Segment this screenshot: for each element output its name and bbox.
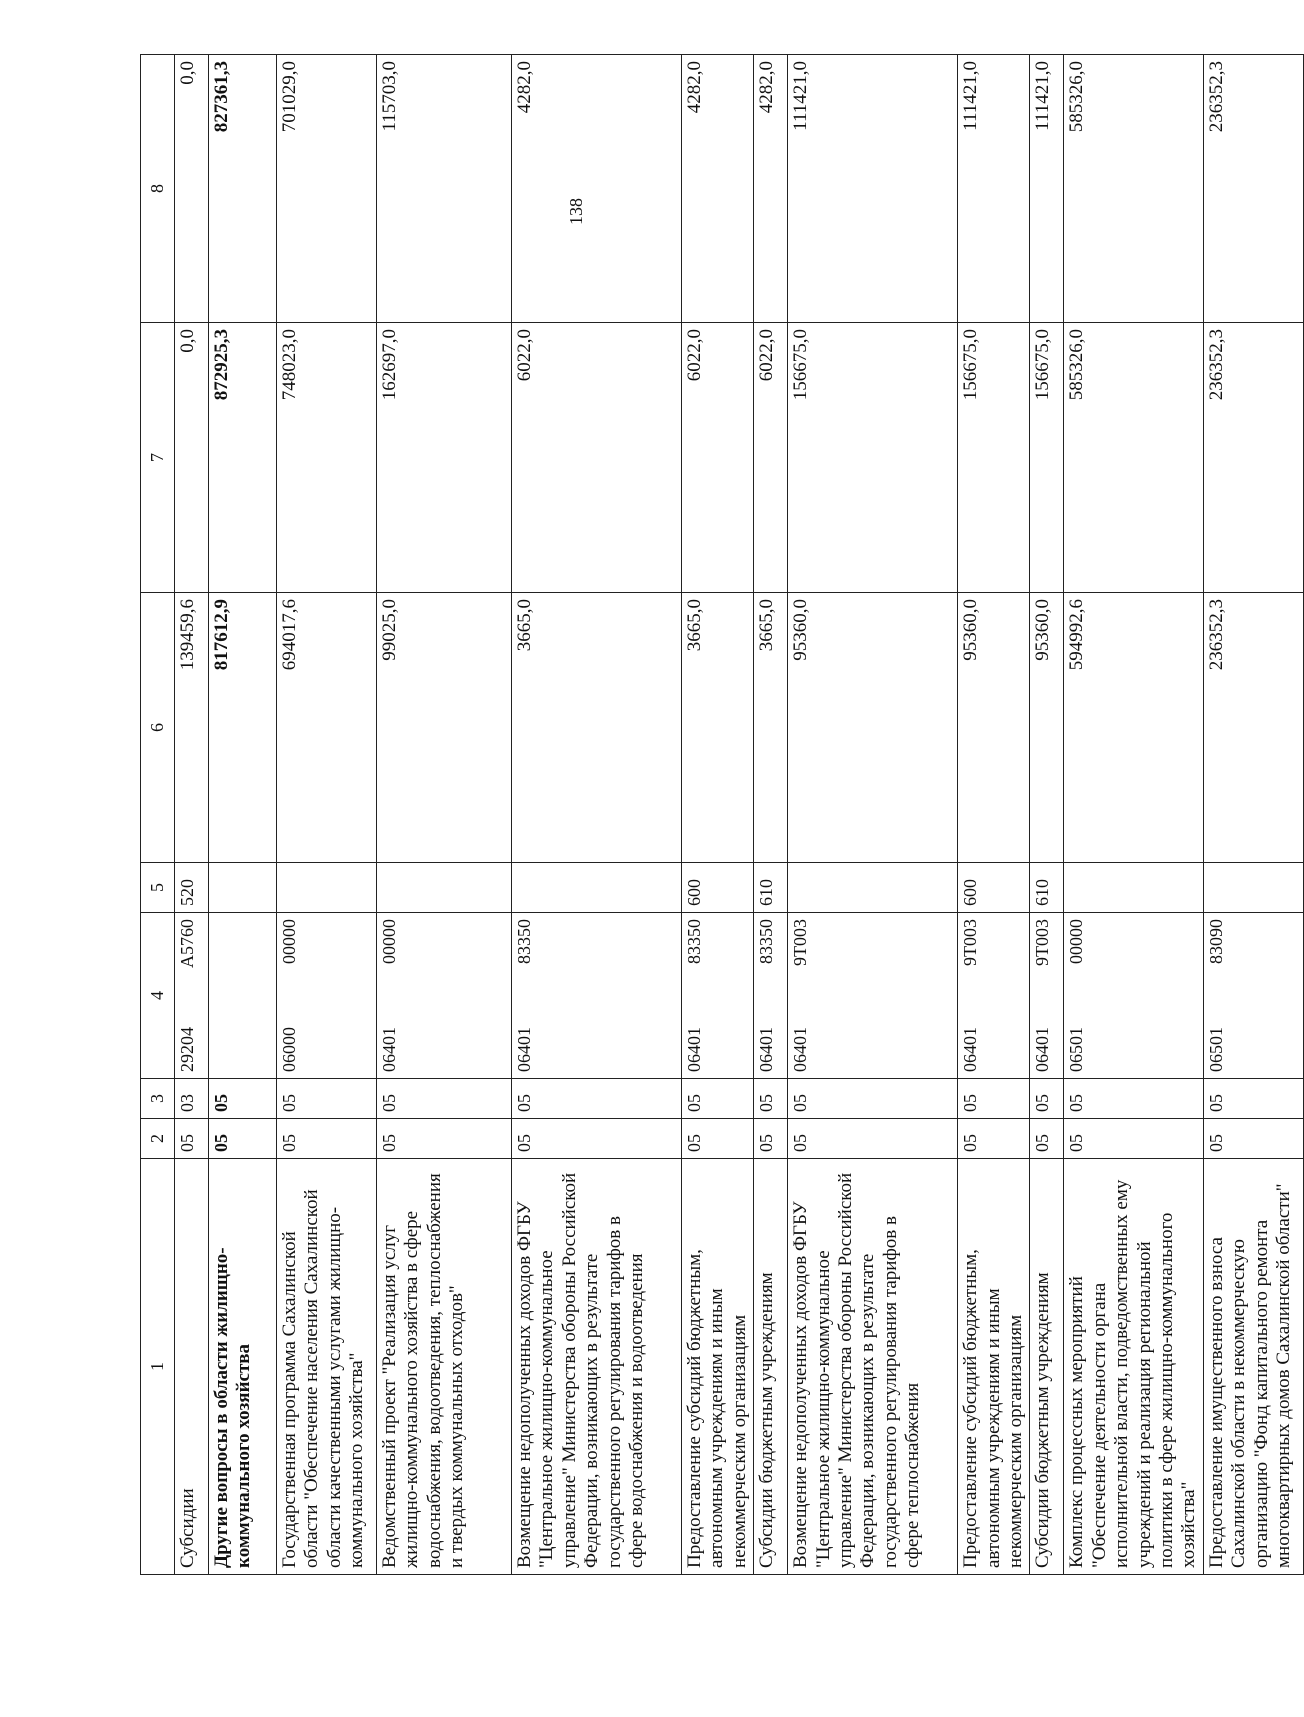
row-amount-col6: 99025,0 <box>377 593 512 863</box>
row-expense-type: 600 <box>958 863 1030 913</box>
row-amount-col8: 585326,0 <box>1064 55 1203 323</box>
row-subsection-code: 05 <box>958 1079 1030 1119</box>
table-body <box>141 55 1304 1575</box>
row-amount-col6: 594992,6 <box>1064 593 1203 863</box>
row-amount-col7: 748023,0 <box>277 323 377 593</box>
row-expense-type <box>788 863 958 913</box>
row-amount-col6: 817612,9 <box>209 593 277 863</box>
table-row <box>1030 55 1064 1575</box>
target-article-parts <box>379 919 400 1072</box>
row-section-code: 05 <box>1203 1119 1303 1159</box>
target-article-program: 06501 <box>1066 1027 1087 1072</box>
target-article-parts <box>790 919 811 1072</box>
table-row <box>512 55 682 1575</box>
target-article-direction: A5760 <box>177 919 197 968</box>
row-subsection-code: 05 <box>682 1079 754 1119</box>
row-amount-col8: 4282,0 <box>682 55 754 323</box>
row-section-code: 05 <box>175 1119 209 1159</box>
row-name: Комплекс процессных мероприятий "Обеспечение деятельности органа исполнительной власти, подведомственных ему учреждений и реализация региональной политики в сфере жилищно-коммунального хозяйства" <box>1064 1159 1203 1575</box>
row-name: Предоставление субсидий бюджетным, автономным учреждениям и иным некоммерческим организациям <box>958 1159 1030 1575</box>
row-amount-col6: 139459,6 <box>175 593 209 863</box>
target-article-direction: 83350 <box>756 919 777 964</box>
row-amount-col7: 156675,0 <box>788 323 958 593</box>
table-row <box>277 55 377 1575</box>
table-row <box>1203 55 1303 1575</box>
row-amount-col8: 701029,0 <box>277 55 377 323</box>
target-article-direction: 83350 <box>684 919 704 964</box>
row-amount-col7: 872925,3 <box>209 323 277 593</box>
target-article-direction: 00000 <box>379 919 399 964</box>
header-col-2: 2 <box>141 1119 175 1159</box>
row-subsection-code: 05 <box>512 1079 682 1119</box>
table-row <box>754 55 788 1575</box>
target-article-program: 06401 <box>1032 1027 1053 1072</box>
row-amount-col7: 156675,0 <box>1030 323 1064 593</box>
row-name: Субсидии бюджетным учреждениям <box>1030 1159 1064 1575</box>
target-article-direction: 00000 <box>279 919 299 964</box>
row-target-article <box>788 913 958 1079</box>
header-col-3: 3 <box>141 1079 175 1119</box>
target-article-parts <box>960 919 981 1072</box>
row-section-code: 05 <box>682 1119 754 1159</box>
row-section-code: 05 <box>277 1119 377 1159</box>
target-article-program: 29204 <box>177 1027 197 1072</box>
row-amount-col6: 3665,0 <box>512 593 682 863</box>
row-amount-col7: 0,0 <box>175 323 209 593</box>
target-article-direction: 83350 <box>514 919 534 964</box>
row-subsection-code: 05 <box>1064 1079 1203 1119</box>
header-col-1: 1 <box>141 1159 175 1575</box>
header-col-5: 5 <box>141 863 175 913</box>
target-article-program: 06401 <box>790 1027 811 1072</box>
budget-table <box>140 54 1304 1575</box>
row-expense-type <box>377 863 512 913</box>
row-target-article <box>512 913 682 1079</box>
header-col-4: 4 <box>141 913 175 1079</box>
table-row <box>209 55 277 1575</box>
target-article-program: 06501 <box>1205 1027 1226 1072</box>
row-amount-col7: 6022,0 <box>512 323 682 593</box>
row-amount-col7: 585326,0 <box>1064 323 1203 593</box>
row-name: Возмещение недополученных доходов ФГБУ "Центральное жилищно-коммунальное управление" Министерства обороны Российской Федерации, возникающих в результате государственного регулирования тарифов в сфере теплоснабжения <box>788 1159 958 1575</box>
row-amount-col6: 236352,3 <box>1203 593 1303 863</box>
row-target-article <box>958 913 1030 1079</box>
row-name: Ведомственный проект "Реализация услуг жилищно-коммунального хозяйства в сфере водоснабжения, водоотведения, теплоснабжения и твердых коммунальных отходов" <box>377 1159 512 1575</box>
row-amount-col6: 95360,0 <box>958 593 1030 863</box>
header-col-7: 7 <box>141 323 175 593</box>
row-amount-col8: 4282,0 <box>754 55 788 323</box>
row-amount-col8: 4282,0 <box>512 55 682 323</box>
row-section-code: 05 <box>209 1119 277 1159</box>
table-row <box>682 55 754 1575</box>
row-subsection-code: 03 <box>175 1079 209 1119</box>
row-amount-col8: 827361,3 <box>209 55 277 323</box>
row-subsection-code: 05 <box>1030 1079 1064 1119</box>
row-amount-col7: 162697,0 <box>377 323 512 593</box>
row-target-article <box>277 913 377 1079</box>
target-article-direction: 83090 <box>1205 919 1226 964</box>
table-row <box>175 55 209 1575</box>
row-amount-col6: 694017,6 <box>277 593 377 863</box>
row-amount-col8: 111421,0 <box>1030 55 1064 323</box>
row-target-article <box>175 913 209 1079</box>
row-section-code: 05 <box>754 1119 788 1159</box>
row-amount-col7: 236352,3 <box>1203 323 1303 593</box>
row-subsection-code: 05 <box>209 1079 277 1119</box>
row-section-code: 05 <box>1064 1119 1203 1159</box>
row-subsection-code: 05 <box>754 1079 788 1119</box>
row-name: Субсидии <box>175 1159 209 1575</box>
row-amount-col8: 111421,0 <box>958 55 1030 323</box>
target-article-parts <box>684 919 705 1072</box>
row-amount-col8: 115703,0 <box>377 55 512 323</box>
header-col-6: 6 <box>141 593 175 863</box>
table-row <box>377 55 512 1575</box>
row-expense-type: 600 <box>682 863 754 913</box>
row-expense-type: 610 <box>1030 863 1064 913</box>
row-expense-type <box>1064 863 1203 913</box>
row-subsection-code: 05 <box>788 1079 958 1119</box>
row-section-code: 05 <box>958 1119 1030 1159</box>
row-name: Возмещение недополученных доходов ФГБУ "Центральное жилищно-коммунальное управление" Министерства обороны Российской Федерации, возникающих в результате государственного регулирования тарифов в сфере водоснабжения и водоотведения <box>512 1159 682 1575</box>
table-row <box>788 55 958 1575</box>
target-article-direction: 00000 <box>1066 919 1087 964</box>
target-article-parts <box>279 919 300 1072</box>
row-expense-type: 610 <box>754 863 788 913</box>
row-target-article <box>1030 913 1064 1079</box>
rotated-table-container <box>140 55 1295 1575</box>
target-article-direction: 9T003 <box>960 919 981 966</box>
table-header-row <box>141 55 175 1575</box>
row-amount-col7: 156675,0 <box>958 323 1030 593</box>
row-name: Предоставление имущественного взноса Сахалинской области в некоммерческую организацию "Фонд капитального ремонта многоквартирных домов Сахалинской области" <box>1203 1159 1303 1575</box>
row-subsection-code: 05 <box>277 1079 377 1119</box>
row-amount-col8: 0,0 <box>175 55 209 323</box>
target-article-program: 06401 <box>684 1027 704 1072</box>
table-row <box>1064 55 1203 1575</box>
row-target-article <box>209 913 277 1079</box>
target-article-direction: 9T003 <box>1032 919 1053 966</box>
row-expense-type <box>512 863 682 913</box>
row-amount-col8: 236352,3 <box>1203 55 1303 323</box>
target-article-program: 06000 <box>279 1027 299 1072</box>
row-target-article <box>1203 913 1303 1079</box>
row-expense-type <box>209 863 277 913</box>
row-section-code: 05 <box>788 1119 958 1159</box>
target-article-parts <box>756 919 777 1072</box>
page-number-text: 138 <box>565 197 586 225</box>
row-target-article <box>682 913 754 1079</box>
row-expense-type <box>277 863 377 913</box>
row-amount-col8: 111421,0 <box>788 55 958 323</box>
row-name: Другие вопросы в области жилищно-коммунального хозяйства <box>209 1159 277 1575</box>
table-row <box>958 55 1030 1575</box>
target-article-parts <box>177 919 198 1072</box>
target-article-direction: 9T003 <box>790 919 811 966</box>
row-expense-type: 520 <box>175 863 209 913</box>
row-subsection-code: 05 <box>1203 1079 1303 1119</box>
row-section-code: 05 <box>1030 1119 1064 1159</box>
row-name: Субсидии бюджетным учреждениям <box>754 1159 788 1575</box>
row-amount-col6: 3665,0 <box>682 593 754 863</box>
row-expense-type <box>1203 863 1303 913</box>
target-article-parts <box>1206 919 1227 1072</box>
target-article-program: 06401 <box>756 1027 777 1072</box>
target-article-program: 06401 <box>514 1027 534 1072</box>
row-amount-col6: 95360,0 <box>1030 593 1064 863</box>
row-target-article <box>1064 913 1203 1079</box>
row-subsection-code: 05 <box>377 1079 512 1119</box>
row-section-code: 05 <box>377 1119 512 1159</box>
target-article-parts <box>1032 919 1053 1072</box>
row-name: Государственная программа Сахалинской области "Обеспечение населения Сахалинской области качественными услугами жилищно-коммунального хозяйства" <box>277 1159 377 1575</box>
row-target-article <box>754 913 788 1079</box>
row-amount-col6: 95360,0 <box>788 593 958 863</box>
target-article-program: 06401 <box>960 1027 981 1072</box>
row-amount-col7: 6022,0 <box>754 323 788 593</box>
target-article-parts <box>1066 919 1087 1072</box>
row-amount-col6: 3665,0 <box>754 593 788 863</box>
header-col-8: 8 <box>141 55 175 323</box>
target-article-parts <box>514 919 535 1072</box>
row-section-code: 05 <box>512 1119 682 1159</box>
row-target-article <box>377 913 512 1079</box>
target-article-program: 06401 <box>379 1027 399 1072</box>
row-name: Предоставление субсидий бюджетным, автономным учреждениям и иным некоммерческим организациям <box>682 1159 754 1575</box>
row-amount-col7: 6022,0 <box>682 323 754 593</box>
